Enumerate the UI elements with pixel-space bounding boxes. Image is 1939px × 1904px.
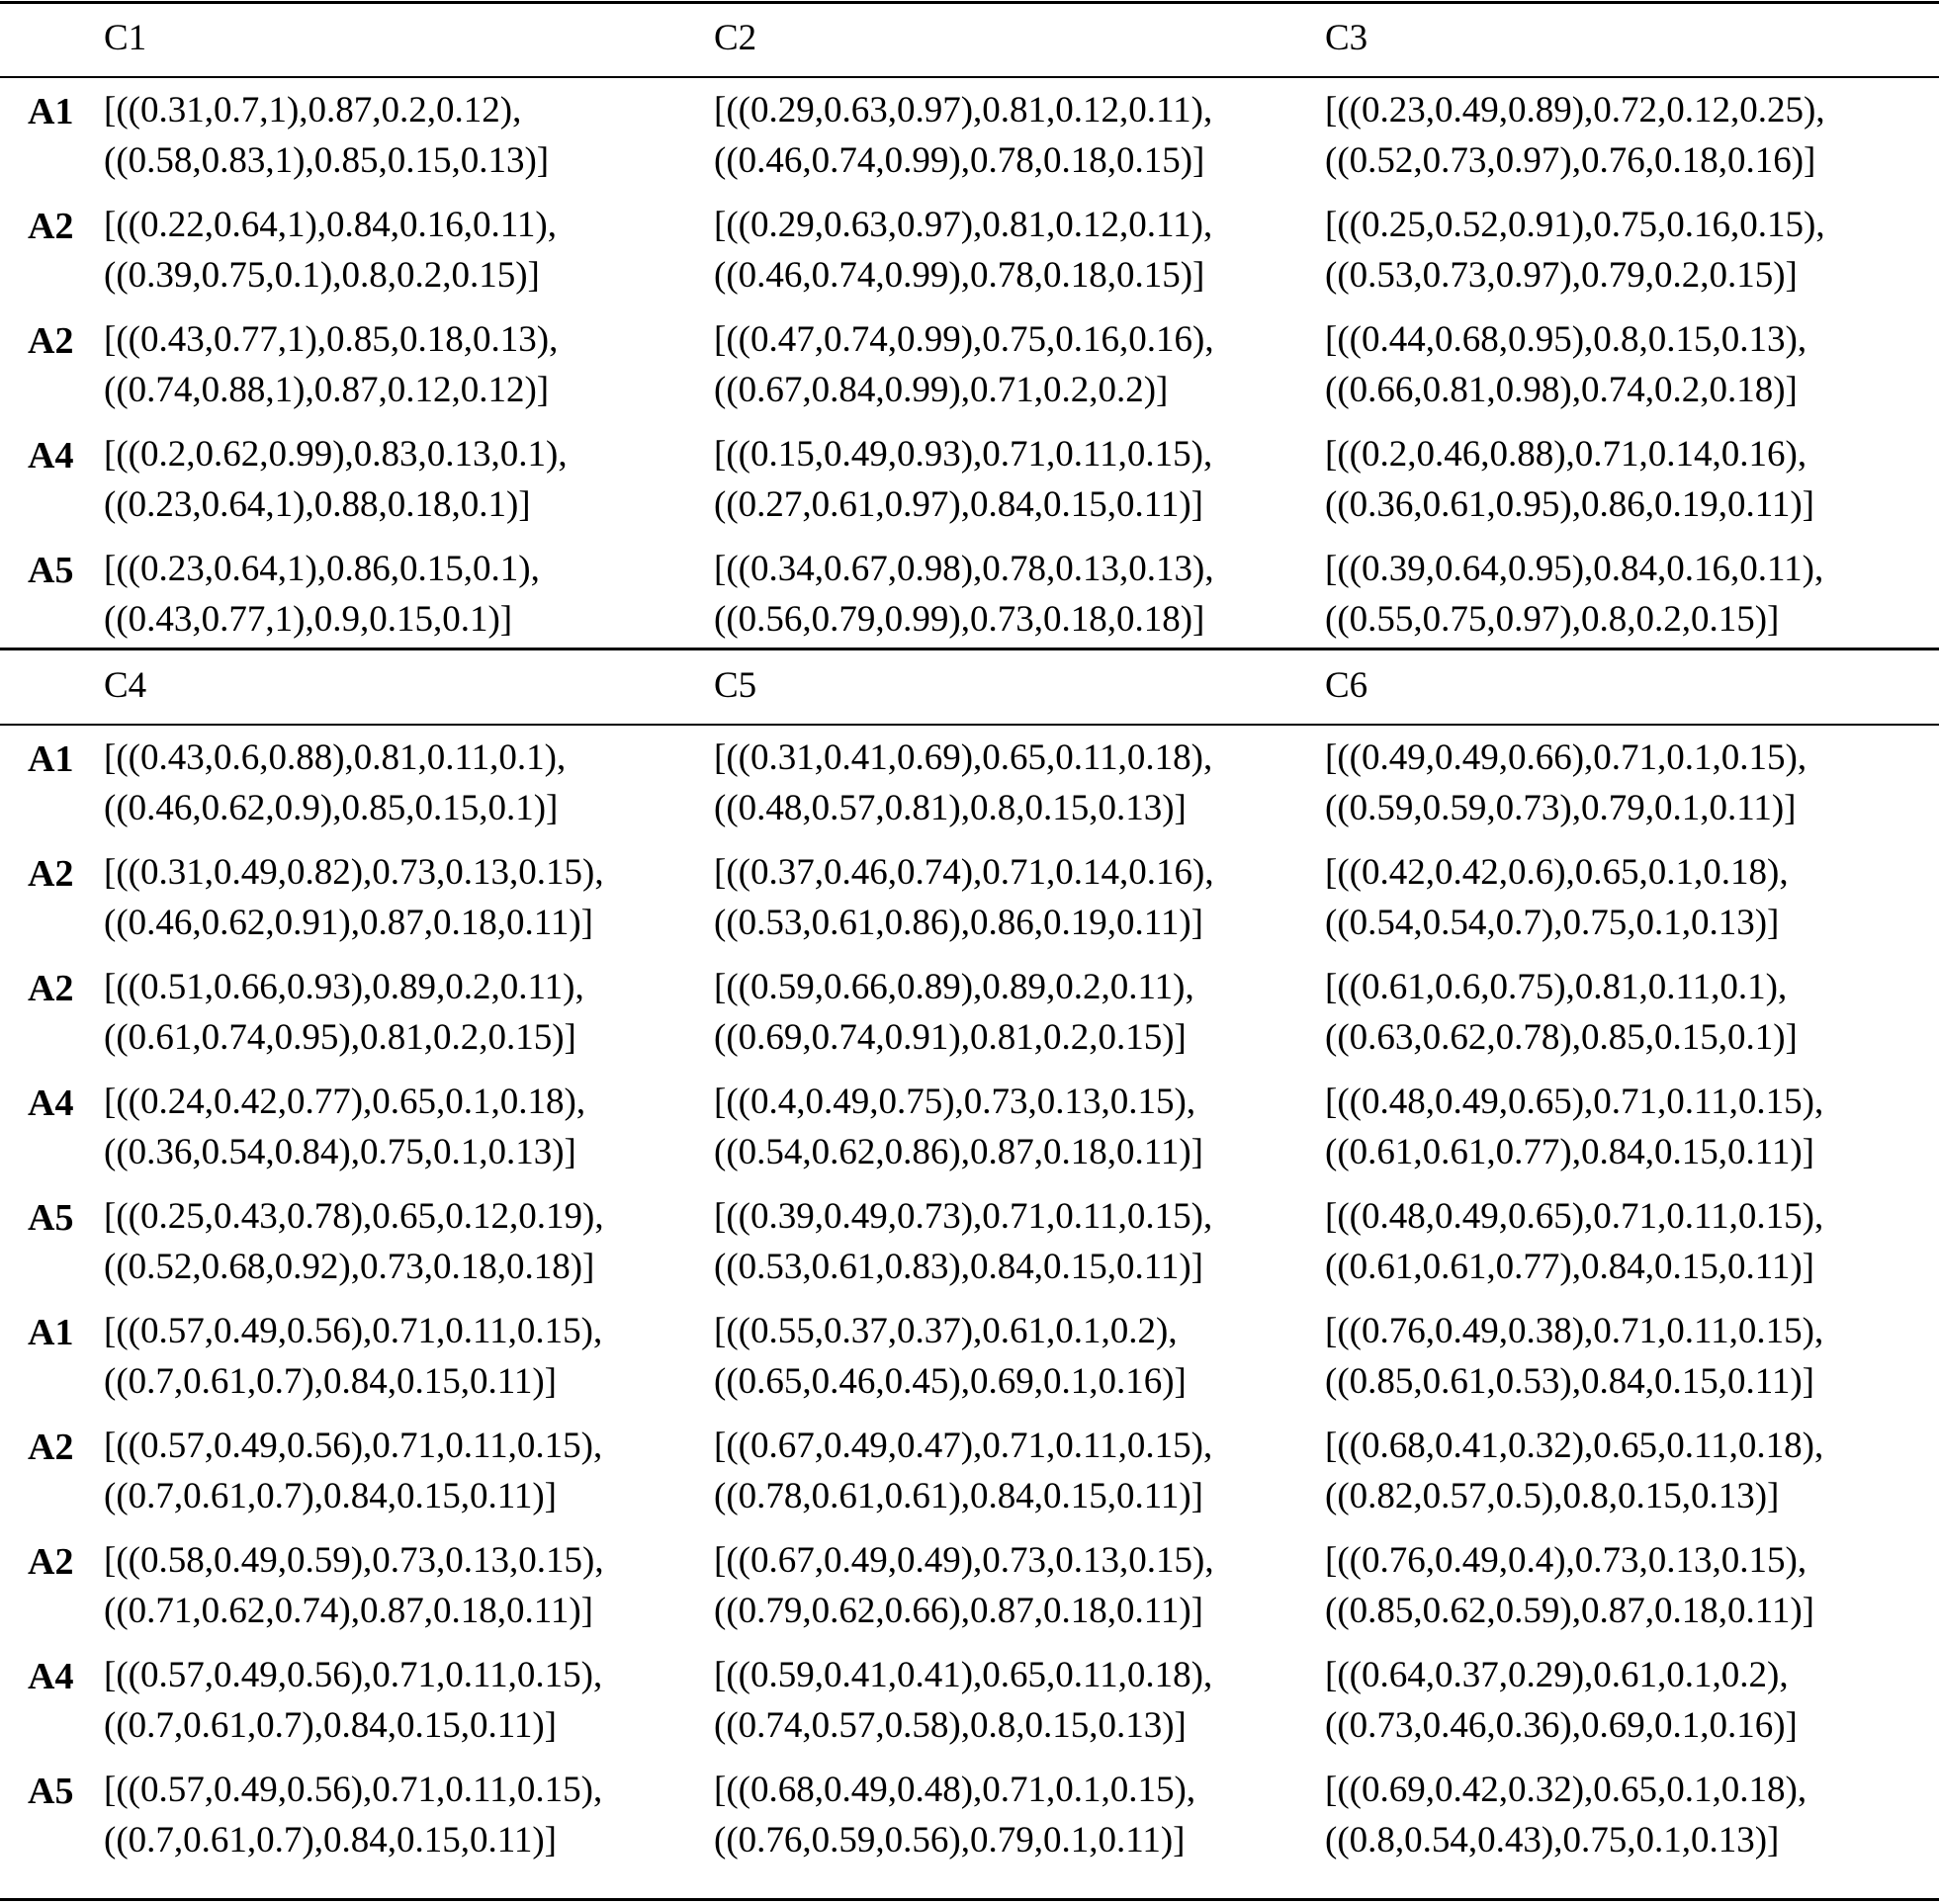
cell-line: ((0.76,0.59,0.56),0.79,0.1,0.11)] <box>714 1820 1186 1861</box>
cell-line: ((0.43,0.77,1),0.9,0.15,0.1)] <box>104 599 513 640</box>
table-cell-c5 <box>714 847 1214 948</box>
table-cell-c6 <box>1325 1077 1823 1177</box>
cell-line: [((0.44,0.68,0.95),0.8,0.15,0.13), <box>1325 319 1807 360</box>
table-cell-c3 <box>1325 429 1814 530</box>
cell-line: [((0.55,0.37,0.37),0.61,0.1,0.2), <box>714 1311 1178 1351</box>
table-cell-c3 <box>1325 200 1825 301</box>
cell-line: ((0.55,0.75,0.97),0.8,0.2,0.15)] <box>1325 599 1780 640</box>
cell-line: [((0.69,0.42,0.32),0.65,0.1,0.18), <box>1325 1770 1807 1810</box>
table-cell-c2 <box>714 85 1212 186</box>
cell-line: ((0.78,0.61,0.61),0.84,0.15,0.11)] <box>714 1476 1203 1516</box>
table-cell-c6 <box>1325 962 1798 1063</box>
table-cell-c6 <box>1325 1765 1807 1865</box>
cell-line: ((0.58,0.83,1),0.85,0.15,0.13)] <box>104 140 550 181</box>
cell-line: [((0.43,0.77,1),0.85,0.18,0.13), <box>104 319 559 360</box>
cell-line: [((0.23,0.49,0.89),0.72,0.12,0.25), <box>1325 90 1825 130</box>
section-divider-rule <box>0 648 1939 650</box>
row-label-a1: A1 <box>28 91 74 132</box>
cell-line: ((0.46,0.62,0.91),0.87,0.18,0.11)] <box>104 903 593 943</box>
cell-line: [((0.51,0.66,0.93),0.89,0.2,0.11), <box>104 967 584 1007</box>
table-row <box>0 1185 1939 1300</box>
table-cell-c5 <box>714 1421 1212 1521</box>
table-cell-c3 <box>1325 544 1823 645</box>
table-cell-c5 <box>714 1765 1195 1865</box>
table-cell-c6 <box>1325 1535 1814 1636</box>
table-cell-c2 <box>714 544 1214 645</box>
cell-line: ((0.46,0.62,0.9),0.85,0.15,0.1)] <box>104 788 559 828</box>
table-cell-c2 <box>714 429 1212 530</box>
table-cell-c3 <box>1325 85 1825 186</box>
table-cell-c5 <box>714 1077 1203 1177</box>
table-cell-c6 <box>1325 733 1807 833</box>
cell-line: ((0.79,0.62,0.66),0.87,0.18,0.11)] <box>714 1591 1203 1631</box>
row-label-a4: A4 <box>28 1082 74 1124</box>
column-header-c4: C4 <box>104 665 147 706</box>
table-cell-c4 <box>104 962 584 1063</box>
table-cell-c5 <box>714 1191 1212 1292</box>
table-cell-c4 <box>104 1535 604 1636</box>
cell-line: ((0.73,0.46,0.36),0.69,0.1,0.16)] <box>1325 1705 1798 1746</box>
table-row <box>0 1415 1939 1529</box>
cell-line: ((0.74,0.57,0.58),0.8,0.15,0.13)] <box>714 1705 1187 1746</box>
cell-line: ((0.71,0.62,0.74),0.87,0.18,0.11)] <box>104 1591 593 1631</box>
cell-line: [((0.68,0.49,0.48),0.71,0.1,0.15), <box>714 1770 1196 1810</box>
cell-line: ((0.67,0.84,0.99),0.71,0.2,0.2)] <box>714 370 1169 410</box>
table-cell-c3 <box>1325 314 1807 415</box>
table-row <box>0 841 1939 956</box>
cell-line: ((0.61,0.74,0.95),0.81,0.2,0.15)] <box>104 1017 576 1058</box>
header-rule <box>0 724 1939 726</box>
cell-line: ((0.8,0.54,0.43),0.75,0.1,0.13)] <box>1325 1820 1780 1861</box>
cell-line: [((0.31,0.41,0.69),0.65,0.11,0.18), <box>714 737 1213 778</box>
cell-line: [((0.59,0.41,0.41),0.65,0.11,0.18), <box>714 1655 1213 1695</box>
column-header-c1: C1 <box>104 18 147 58</box>
cell-line: [((0.68,0.41,0.32),0.65,0.11,0.18), <box>1325 1426 1824 1466</box>
table-cell-c4 <box>104 733 566 833</box>
table-cell-c5 <box>714 1535 1214 1636</box>
cell-line: ((0.63,0.62,0.78),0.85,0.15,0.1)] <box>1325 1017 1798 1058</box>
cell-line: ((0.7,0.61,0.7),0.84,0.15,0.11)] <box>104 1361 557 1402</box>
table-cell-c1 <box>104 200 557 301</box>
cell-line: ((0.39,0.75,0.1),0.8,0.2,0.15)] <box>104 255 540 296</box>
table-row <box>0 423 1939 538</box>
cell-line: [((0.42,0.42,0.6),0.65,0.1,0.18), <box>1325 852 1789 893</box>
row-label-a1: A1 <box>28 738 74 780</box>
cell-line: [((0.15,0.49,0.93),0.71,0.11,0.15), <box>714 434 1213 475</box>
table-row <box>0 1644 1939 1759</box>
table-cell-c4 <box>104 1306 602 1407</box>
table-cell-c2 <box>714 314 1214 415</box>
cell-line: [((0.23,0.64,1),0.86,0.15,0.1), <box>104 549 540 589</box>
cell-line: ((0.7,0.61,0.7),0.84,0.15,0.11)] <box>104 1705 557 1746</box>
cell-line: ((0.56,0.79,0.99),0.73,0.18,0.18)] <box>714 599 1205 640</box>
table-cell-c5 <box>714 1306 1187 1407</box>
table-row <box>0 79 1939 194</box>
cell-line: ((0.59,0.59,0.73),0.79,0.1,0.11)] <box>1325 788 1797 828</box>
table-cell-c1 <box>104 429 568 530</box>
cell-line: [((0.58,0.49,0.59),0.73,0.13,0.15), <box>104 1540 604 1581</box>
column-header-c6: C6 <box>1325 665 1368 706</box>
row-label-a4: A4 <box>28 1656 74 1697</box>
table-bottom-rule <box>0 1898 1939 1901</box>
table-cell-c5 <box>714 962 1194 1063</box>
row-label-a5: A5 <box>28 1197 74 1239</box>
cell-line: ((0.52,0.73,0.97),0.76,0.18,0.16)] <box>1325 140 1816 181</box>
cell-line: [((0.2,0.46,0.88),0.71,0.14,0.16), <box>1325 434 1807 475</box>
cell-line: ((0.53,0.61,0.86),0.86,0.19,0.11)] <box>714 903 1203 943</box>
table-cell-c1 <box>104 544 540 645</box>
row-label-a2: A2 <box>28 968 74 1009</box>
cell-line: [((0.57,0.49,0.56),0.71,0.11,0.15), <box>104 1426 603 1466</box>
cell-line: [((0.31,0.49,0.82),0.73,0.13,0.15), <box>104 852 604 893</box>
cell-line: ((0.36,0.61,0.95),0.86,0.19,0.11)] <box>1325 484 1814 525</box>
cell-line: ((0.46,0.74,0.99),0.78,0.18,0.15)] <box>714 140 1205 181</box>
cell-line: ((0.53,0.61,0.83),0.84,0.15,0.11)] <box>714 1247 1203 1287</box>
table-cell-c6 <box>1325 847 1789 948</box>
table-cell-c6 <box>1325 1421 1823 1521</box>
table-row <box>0 538 1939 652</box>
table-cell-c4 <box>104 847 604 948</box>
table-row <box>0 1071 1939 1185</box>
table-cell-c1 <box>104 85 549 186</box>
cell-line: ((0.46,0.74,0.99),0.78,0.18,0.15)] <box>714 255 1205 296</box>
cell-line: [((0.67,0.49,0.49),0.73,0.13,0.15), <box>714 1540 1214 1581</box>
cell-line: ((0.48,0.57,0.81),0.8,0.15,0.13)] <box>714 788 1187 828</box>
table-row <box>0 1300 1939 1415</box>
cell-line: ((0.69,0.74,0.91),0.81,0.2,0.15)] <box>714 1017 1187 1058</box>
cell-line: ((0.52,0.68,0.92),0.73,0.18,0.18)] <box>104 1247 595 1287</box>
cell-line: ((0.7,0.61,0.7),0.84,0.15,0.11)] <box>104 1820 557 1861</box>
cell-line: [((0.22,0.64,1),0.84,0.16,0.11), <box>104 205 557 245</box>
cell-line: ((0.85,0.61,0.53),0.84,0.15,0.11)] <box>1325 1361 1814 1402</box>
table-cell-c4 <box>104 1650 602 1751</box>
cell-line: [((0.4,0.49,0.75),0.73,0.13,0.15), <box>714 1082 1196 1122</box>
table-cell-c6 <box>1325 1650 1798 1751</box>
row-label-a2: A2 <box>28 1541 74 1583</box>
cell-line: [((0.31,0.7,1),0.87,0.2,0.12), <box>104 90 522 130</box>
table-row <box>0 194 1939 308</box>
cell-line: ((0.61,0.61,0.77),0.84,0.15,0.11)] <box>1325 1132 1814 1172</box>
cell-line: ((0.54,0.62,0.86),0.87,0.18,0.11)] <box>714 1132 1203 1172</box>
cell-line: ((0.54,0.54,0.7),0.75,0.1,0.13)] <box>1325 903 1780 943</box>
cell-line: [((0.39,0.64,0.95),0.84,0.16,0.11), <box>1325 549 1824 589</box>
cell-line: [((0.76,0.49,0.38),0.71,0.11,0.15), <box>1325 1311 1824 1351</box>
table-cell-c6 <box>1325 1191 1823 1292</box>
column-header-c2: C2 <box>714 18 757 58</box>
cell-line: ((0.65,0.46,0.45),0.69,0.1,0.16)] <box>714 1361 1187 1402</box>
cell-line: [((0.24,0.42,0.77),0.65,0.1,0.18), <box>104 1082 586 1122</box>
cell-line: ((0.27,0.61,0.97),0.84,0.15,0.11)] <box>714 484 1203 525</box>
cell-line: [((0.43,0.6,0.88),0.81,0.11,0.1), <box>104 737 567 778</box>
cell-line: [((0.64,0.37,0.29),0.61,0.1,0.2), <box>1325 1655 1789 1695</box>
cell-line: ((0.53,0.73,0.97),0.79,0.2,0.15)] <box>1325 255 1798 296</box>
column-header-c3: C3 <box>1325 18 1368 58</box>
table-cell-c4 <box>104 1765 602 1865</box>
table-cell-c6 <box>1325 1306 1823 1407</box>
column-header-c5: C5 <box>714 665 757 706</box>
cell-line: ((0.23,0.64,1),0.88,0.18,0.1)] <box>104 484 531 525</box>
cell-line: [((0.57,0.49,0.56),0.71,0.11,0.15), <box>104 1311 603 1351</box>
cell-line: [((0.76,0.49,0.4),0.73,0.13,0.15), <box>1325 1540 1807 1581</box>
row-label-a2: A2 <box>28 320 74 362</box>
cell-line: [((0.59,0.66,0.89),0.89,0.2,0.11), <box>714 967 1194 1007</box>
table-cell-c4 <box>104 1077 585 1177</box>
cell-line: ((0.82,0.57,0.5),0.8,0.15,0.13)] <box>1325 1476 1780 1516</box>
cell-line: [((0.39,0.49,0.73),0.71,0.11,0.15), <box>714 1196 1213 1237</box>
table-row <box>0 956 1939 1071</box>
row-label-a1: A1 <box>28 1312 74 1353</box>
header-rule <box>0 76 1939 78</box>
cell-line: [((0.2,0.62,0.99),0.83,0.13,0.1), <box>104 434 568 475</box>
cell-line: [((0.47,0.74,0.99),0.75,0.16,0.16), <box>714 319 1214 360</box>
table-cell-c2 <box>714 200 1212 301</box>
table-row <box>0 1759 1939 1873</box>
cell-line: ((0.61,0.61,0.77),0.84,0.15,0.11)] <box>1325 1247 1814 1287</box>
cell-line: [((0.25,0.43,0.78),0.65,0.12,0.19), <box>104 1196 604 1237</box>
cell-line: ((0.36,0.54,0.84),0.75,0.1,0.13)] <box>104 1132 576 1172</box>
table-row <box>0 308 1939 423</box>
row-label-a2: A2 <box>28 853 74 895</box>
table-cell-c5 <box>714 733 1212 833</box>
cell-line: [((0.57,0.49,0.56),0.71,0.11,0.15), <box>104 1655 603 1695</box>
row-label-a4: A4 <box>28 435 74 476</box>
cell-line: [((0.25,0.52,0.91),0.75,0.16,0.15), <box>1325 205 1825 245</box>
row-label-a2: A2 <box>28 1427 74 1468</box>
cell-line: [((0.37,0.46,0.74),0.71,0.14,0.16), <box>714 852 1214 893</box>
cell-line: [((0.48,0.49,0.65),0.71,0.11,0.15), <box>1325 1196 1824 1237</box>
cell-line: [((0.67,0.49,0.47),0.71,0.11,0.15), <box>714 1426 1213 1466</box>
row-label-a5: A5 <box>28 550 74 591</box>
table-cell-c4 <box>104 1421 602 1521</box>
table-row <box>0 1529 1939 1644</box>
cell-line: [((0.49,0.49,0.66),0.71,0.1,0.15), <box>1325 737 1807 778</box>
table-top-rule <box>0 1 1939 4</box>
cell-line: ((0.7,0.61,0.7),0.84,0.15,0.11)] <box>104 1476 557 1516</box>
cell-line: ((0.74,0.88,1),0.87,0.12,0.12)] <box>104 370 550 410</box>
cell-line: [((0.57,0.49,0.56),0.71,0.11,0.15), <box>104 1770 603 1810</box>
cell-line: [((0.48,0.49,0.65),0.71,0.11,0.15), <box>1325 1082 1824 1122</box>
table-cell-c5 <box>714 1650 1212 1751</box>
cell-line: ((0.85,0.62,0.59),0.87,0.18,0.11)] <box>1325 1591 1814 1631</box>
cell-line: [((0.29,0.63,0.97),0.81,0.12,0.11), <box>714 205 1213 245</box>
cell-line: [((0.61,0.6,0.75),0.81,0.11,0.1), <box>1325 967 1788 1007</box>
row-label-a2: A2 <box>28 206 74 247</box>
table-cell-c1 <box>104 314 558 415</box>
row-label-a5: A5 <box>28 1771 74 1812</box>
cell-line: ((0.66,0.81,0.98),0.74,0.2,0.18)] <box>1325 370 1798 410</box>
cell-line: [((0.29,0.63,0.97),0.81,0.12,0.11), <box>714 90 1213 130</box>
table-cell-c4 <box>104 1191 604 1292</box>
cell-line: [((0.34,0.67,0.98),0.78,0.13,0.13), <box>714 549 1214 589</box>
table-row <box>0 727 1939 841</box>
